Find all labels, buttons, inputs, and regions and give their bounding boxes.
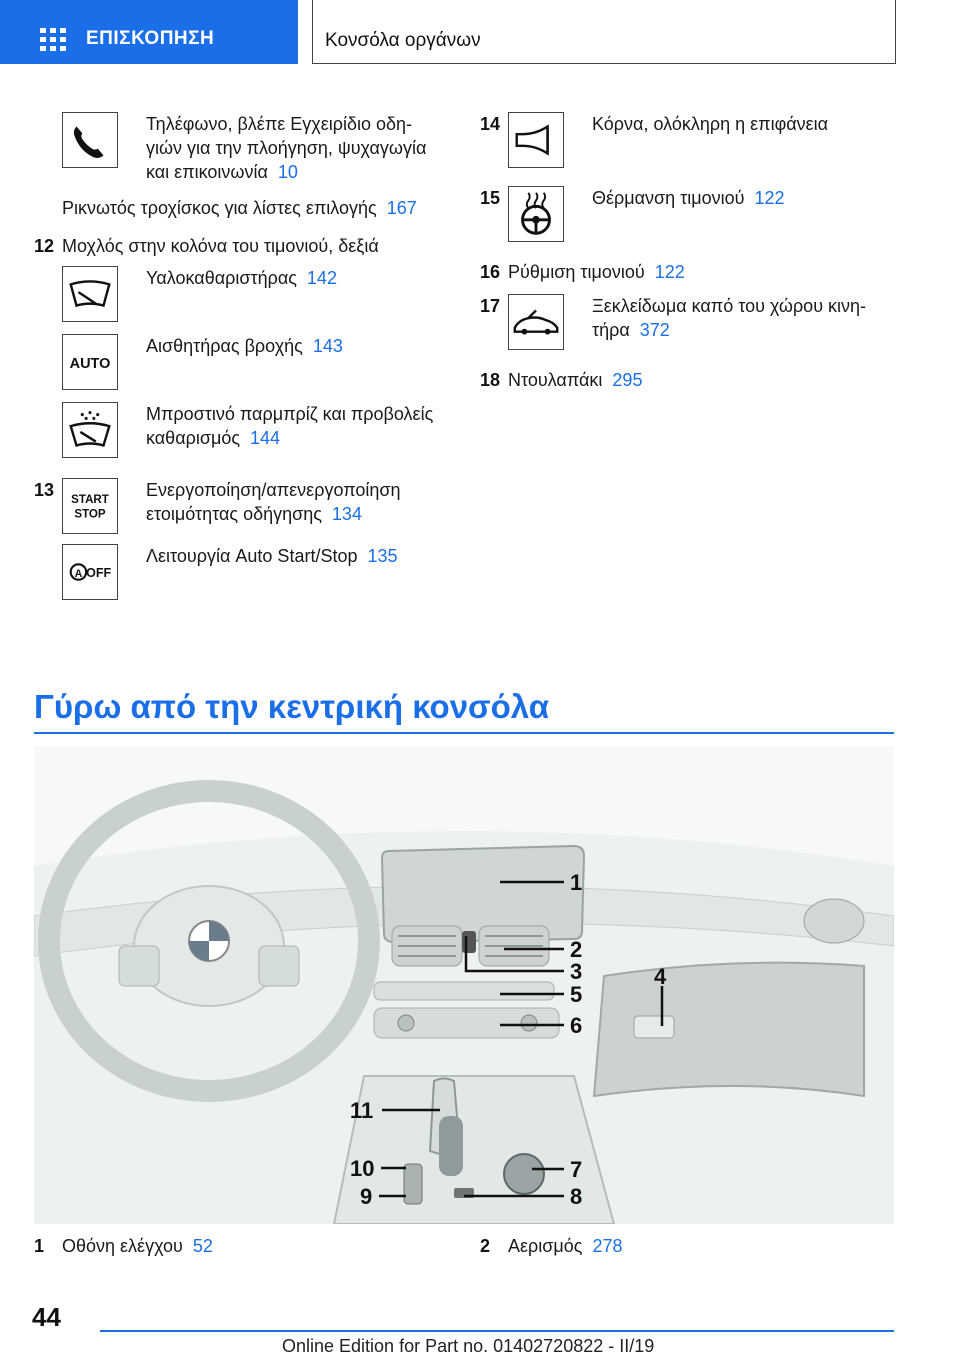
phone-text: Τηλέφωνο, βλέπε Εγχειρίδιο οδη- γιών για την πλοήγηση, ψυχαγωγία και επικοινωνία 10 — [146, 114, 427, 182]
callout-3: 3 — [570, 959, 583, 984]
hood-release-text: Ξεκλείδωμα καπό του χώρου κινη- τήρα 372 — [592, 296, 867, 340]
washer-text: Μπροστινό παρμπρίζ και προβολείς καθαρισμός 144 — [146, 404, 434, 448]
rain-sensor-text: Αισθητήρας βροχής 143 — [146, 336, 343, 356]
callout-6: 6 — [570, 1013, 583, 1038]
callout-5: 5 — [570, 982, 583, 1007]
callout-10: 10 — [350, 1156, 375, 1181]
start-stop-icon — [62, 478, 118, 534]
wiper-page-link[interactable]: 142 — [306, 268, 337, 288]
hood-release-page-link[interactable]: 372 — [639, 320, 670, 340]
item-14-number: 14 — [480, 114, 501, 134]
phone-page-link[interactable]: 10 — [277, 162, 298, 182]
auto-icon — [62, 334, 118, 390]
start-stop-page-link[interactable]: 134 — [331, 504, 362, 524]
center-console-photo — [34, 746, 894, 1224]
auto-start-stop-page-link[interactable]: 135 — [367, 546, 398, 566]
item-15-number: 15 — [480, 188, 501, 208]
caption-1-text: Οθόνη ελέγχου 52 — [62, 1236, 213, 1256]
section-header-label: Κονσόλα οργάνων — [325, 30, 481, 51]
start-stop-text: Ενεργοποίηση/απενεργοποίηση ετοιμότητας οδήγησης 134 — [146, 480, 401, 524]
thumbwheel-page-link[interactable]: 167 — [386, 198, 417, 218]
glovebox-text: Ντουλαπάκι 295 — [508, 370, 643, 390]
steering-heating-text: Θέρμανση τιμονιού 122 — [592, 188, 785, 208]
horn-text: Κόρνα, ολόκληρη η επιφάνεια — [592, 114, 829, 134]
svg-text:START: START — [71, 494, 109, 507]
item-16-number: 16 — [480, 262, 501, 282]
item-13-number: 13 — [34, 480, 55, 500]
section-divider — [34, 732, 894, 734]
svg-text:STOP: STOP — [74, 508, 106, 521]
wiper-text: Υαλοκαθαριστήρας 142 — [146, 268, 337, 288]
grid-menu-icon[interactable] — [40, 28, 66, 50]
callout-2: 2 — [570, 937, 583, 962]
auto-start-stop-text: Λειτουργία Auto Start/Stop 135 — [146, 546, 398, 566]
caption-2-number: 2 — [480, 1236, 491, 1256]
svg-text:AUTO: AUTO — [69, 355, 111, 372]
glovebox-page-link[interactable]: 295 — [612, 370, 643, 390]
callout-11: 11 — [350, 1098, 374, 1123]
horn-icon — [508, 112, 564, 168]
section-title: Γύρω από την κεντρική κονσόλα — [34, 688, 550, 725]
hood-release-icon — [508, 294, 564, 350]
item-17-number: 17 — [480, 296, 501, 316]
callout-9: 9 — [360, 1184, 373, 1209]
item-12-text: Μοχλός στην κολόνα του τιμονιού, δεξιά — [62, 236, 379, 256]
section-header — [312, 0, 896, 64]
item-12-number: 12 — [34, 236, 55, 256]
callout-1: 1 — [570, 870, 583, 895]
phone-icon — [62, 112, 118, 168]
footer-edition: Online Edition for Part no. 01402720822 - II/19 — [282, 1336, 655, 1356]
washer-icon — [62, 402, 118, 458]
steering-adjust-page-link[interactable]: 122 — [654, 262, 685, 282]
steering-heating-page-link[interactable]: 122 — [754, 188, 785, 208]
steering-adjust-text: Ρύθμιση τιμονιού 122 — [508, 262, 685, 282]
caption-2-page-link[interactable]: 278 — [592, 1236, 623, 1256]
washer-page-link[interactable]: 144 — [250, 428, 281, 448]
caption-2-text: Αερισμός 278 — [508, 1236, 623, 1256]
steering-heating-icon — [508, 186, 564, 242]
item-18-number: 18 — [480, 370, 501, 390]
auto-start-stop-off-icon — [62, 544, 118, 600]
callout-7: 7 — [570, 1157, 583, 1182]
caption-1-number: 1 — [34, 1236, 45, 1256]
overview-tab-label: ΕΠΙΣΚΟΠΗΣΗ — [86, 28, 215, 49]
callout-8: 8 — [570, 1184, 583, 1209]
page-number: 44 — [32, 1302, 61, 1332]
footer-divider — [100, 1330, 894, 1332]
rain-sensor-page-link[interactable]: 143 — [312, 336, 343, 356]
caption-1-page-link[interactable]: 52 — [192, 1236, 213, 1256]
windshield-wiper-icon — [62, 266, 118, 322]
svg-text:A: A — [74, 567, 83, 580]
callout-4: 4 — [654, 964, 667, 989]
svg-text:OFF: OFF — [86, 565, 112, 580]
thumbwheel-text: Ρικνωτός τροχίσκος για λίστες επιλογής 167 — [62, 198, 417, 218]
overview-tab[interactable] — [0, 0, 298, 64]
